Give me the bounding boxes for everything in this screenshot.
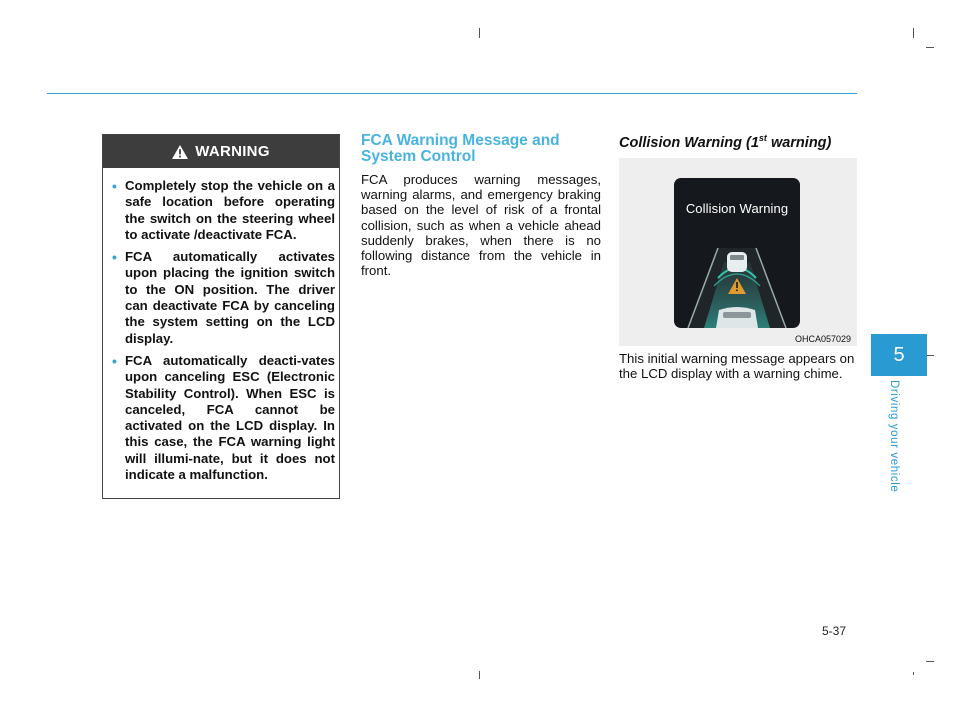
warning-item-text: FCA automatically activates upon placing the ignition switch to the ON position. The driver can deactivate FCA by canceling the system setting on the LCD display.: [125, 249, 335, 346]
crop-mark: [926, 47, 934, 48]
warning-item-text: FCA automatically deacti-vates upon canceling ESC (Electronic Stability Control). When ESC is canceled, FCA cannot be activated on the LCD display. In this case, the FCA warning light will illumi-nate, but it does not indicate a malfunction.: [125, 352, 335, 483]
warning-item: [111, 178, 335, 243]
crop-mark: [479, 671, 480, 679]
heading-text: Collision Warning (1: [619, 134, 759, 151]
bullet-icon: •: [112, 249, 117, 266]
warning-item-text: Completely stop the vehicle on a safe location before operating the switch on the steering wheel to activate /deactivate FCA.: [125, 178, 335, 242]
warning-header: [103, 135, 339, 168]
warning-box: [102, 134, 340, 499]
crop-mark: [926, 355, 934, 356]
cluster-illustration: [619, 158, 857, 346]
crop-mark: [913, 28, 914, 38]
collision-body: This initial warning message appears on the LCD display with a warning chime.: [619, 351, 855, 382]
warning-item: [111, 353, 335, 483]
page-number: 5-37: [822, 624, 847, 638]
chapter-title: Driving your vehicle: [888, 380, 900, 493]
crop-mark: [479, 28, 480, 38]
collision-warning-heading: [619, 133, 859, 151]
warning-triangle-icon: [172, 145, 188, 159]
bullet-icon: •: [112, 178, 117, 194]
chapter-tab: 5: [871, 334, 927, 376]
crop-mark: [913, 672, 914, 675]
lcd-display: [674, 178, 800, 328]
lcd-message: Collision Warning: [685, 201, 789, 216]
bullet-icon: •: [112, 352, 117, 369]
heading-superscript: st: [758, 133, 767, 143]
warning-list: [111, 178, 335, 489]
header-rule: [47, 93, 857, 94]
section-body: FCA produces warning messages, warning alarms, and emergency braking based on the level of risk of a frontal collision, such as when a vehicle ahead suddenly brakes, when there is no following distance from the vehicle in front.: [361, 172, 601, 279]
crop-mark: [926, 661, 934, 662]
figure-code: OHCA057029: [795, 334, 852, 344]
heading-text-end: warning): [766, 134, 832, 151]
collision-scene-icon: [674, 178, 800, 328]
warning-title: WARNING: [195, 143, 270, 160]
section-heading: FCA Warning Message and System Control: [361, 132, 560, 165]
warning-item: [111, 249, 335, 347]
